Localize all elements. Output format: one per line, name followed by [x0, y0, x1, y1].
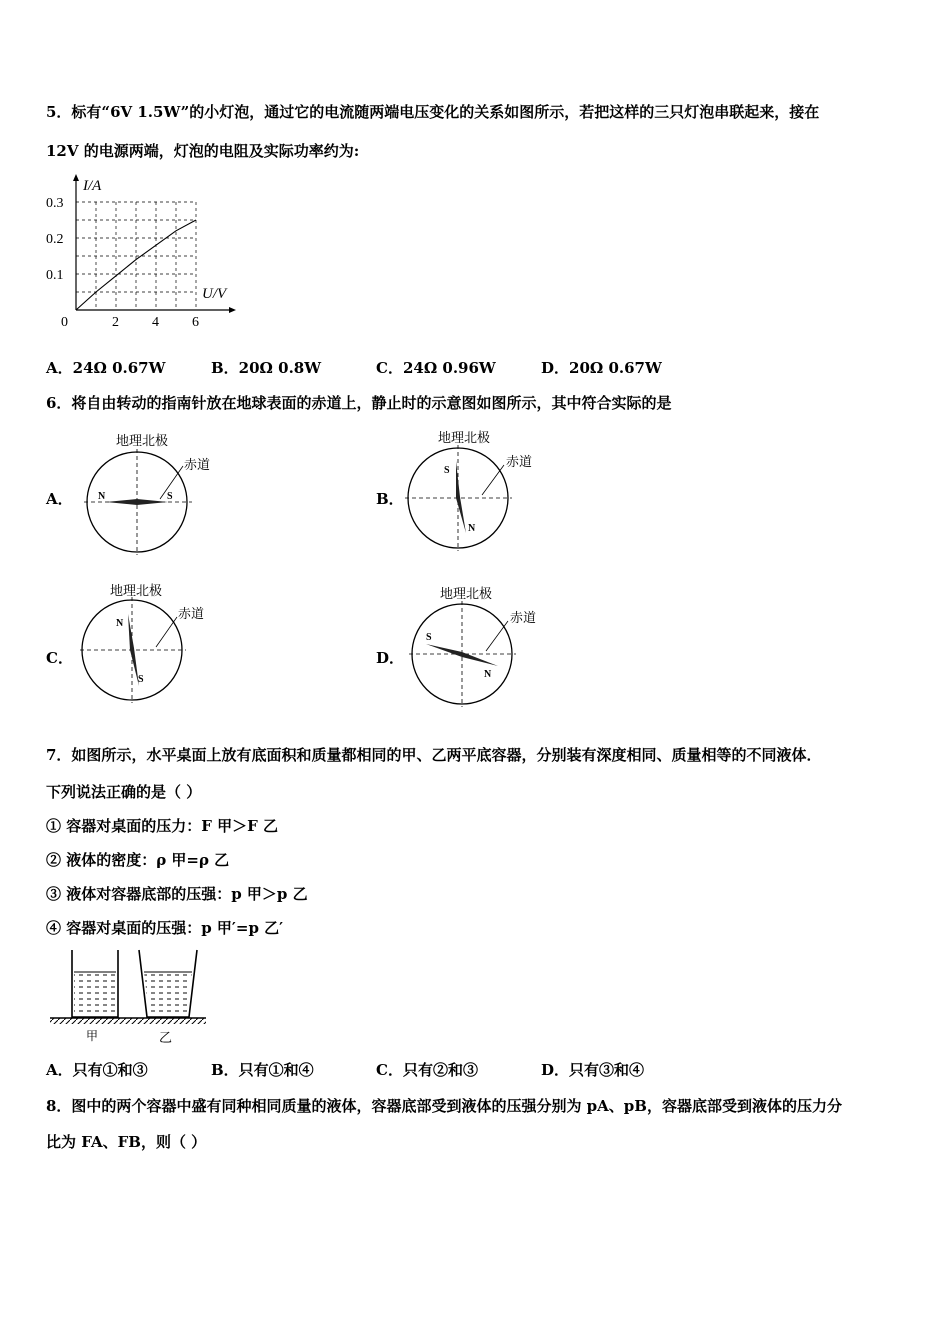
- north-pole-label: 地理北极: [438, 431, 491, 446]
- y-tick-label: 0.3: [46, 196, 64, 211]
- y-axis-label: I/A: [83, 178, 102, 194]
- container-yi-label: 乙: [159, 1031, 173, 1046]
- compass-c: [78, 580, 278, 720]
- q7-statement-3: ③ 液体对容器底部的压强：p 甲＞p 乙: [46, 885, 308, 903]
- q7-option-b[interactable]: B．只有①和④: [211, 1061, 314, 1079]
- x-axis-label: U/V: [202, 286, 227, 302]
- needle-s-label: S: [138, 674, 144, 685]
- q7-stem-line2: 下列说法正确的是（ ）: [46, 783, 202, 801]
- needle-n-label: N: [116, 618, 124, 629]
- q7-statement-1: ① 容器对桌面的压力：F 甲＞F 乙: [46, 817, 278, 835]
- q5-option-a[interactable]: A．24Ω 0.67W: [46, 359, 166, 377]
- q6-option-d[interactable]: D．: [376, 649, 405, 667]
- needle-n-label: N: [468, 523, 476, 534]
- q5-option-c[interactable]: C．24Ω 0.96W: [376, 359, 496, 377]
- needle-s-label: S: [426, 632, 432, 643]
- q5-stem-line2: 12V 的电源两端，灯泡的电阻及实际功率约为:: [46, 142, 360, 160]
- q8-stem-line2: 比为 FA、FB，则（ ）: [46, 1133, 207, 1151]
- x-axis-arrow: [229, 307, 236, 313]
- needle-n-label: N: [484, 669, 492, 680]
- q7-statement-4: ④ 容器对桌面的压强：p 甲′=p 乙′: [46, 919, 284, 937]
- y-axis-arrow: [73, 174, 79, 181]
- compass-needle: [106, 499, 168, 505]
- compass-needle: [456, 461, 466, 533]
- q7-option-d[interactable]: D．只有③和④: [541, 1061, 645, 1079]
- q7-statement-2: ② 液体的密度：ρ 甲=ρ 乙: [46, 851, 230, 869]
- y-tick-label: 0.2: [46, 232, 64, 247]
- q5-option-b[interactable]: B．20Ω 0.8W: [211, 359, 322, 377]
- equator-label: 赤道: [510, 611, 537, 626]
- q7-stem-line1: 7．如图所示，水平桌面上放有底面积和质量都相同的甲、乙两平底容器，分别装有深度相同、质量相等的不同液体．: [46, 746, 822, 764]
- y-tick-label: 0.1: [46, 268, 64, 283]
- compass-a: [80, 425, 280, 565]
- q7-option-a[interactable]: A．只有①和③: [46, 1061, 148, 1079]
- q6-option-a[interactable]: A．: [46, 490, 73, 508]
- iu-chart: [42, 170, 242, 330]
- compass-needle: [426, 644, 498, 666]
- compass-b: [400, 425, 600, 565]
- containers-figure: [46, 948, 216, 1048]
- q6-option-c[interactable]: C．: [46, 649, 73, 667]
- q6-stem: 6．将自由转动的指南针放在地球表面的赤道上，静止时的示意图如图所示，其中符合实际的是: [46, 394, 672, 412]
- q7-option-c[interactable]: C．只有②和③: [376, 1061, 478, 1079]
- equator-label: 赤道: [178, 607, 205, 622]
- north-pole-label: 地理北极: [116, 434, 169, 449]
- x-tick-label: 6: [192, 315, 199, 330]
- origin-label: 0: [61, 315, 68, 330]
- x-tick-label: 2: [112, 315, 119, 330]
- compass-d: [400, 580, 600, 720]
- needle-s-label: S: [444, 465, 450, 476]
- q5-stem-line1: 5．标有“6V 1.5W”的小灯泡，通过它的电流随两端电压变化的关系如图所示，若把这样的三只灯泡串联起来，接在: [46, 103, 820, 121]
- needle-s-label: S: [167, 491, 173, 502]
- q8-stem-line1: 8．图中的两个容器中盛有同种相同质量的液体，容器底部受到液体的压强分别为 pA、pB，容器底部受到液体的压力分: [46, 1097, 842, 1115]
- q5-option-d[interactable]: D．20Ω 0.67W: [541, 359, 662, 377]
- container-jia-label: 甲: [86, 1029, 99, 1043]
- equator-label: 赤道: [506, 455, 533, 470]
- north-pole-label: 地理北极: [110, 584, 163, 599]
- x-tick-label: 4: [152, 315, 159, 330]
- equator-label: 赤道: [184, 458, 211, 473]
- needle-n-label: N: [98, 491, 106, 502]
- north-pole-label: 地理北极: [440, 587, 493, 602]
- q6-option-b[interactable]: B．: [376, 490, 404, 508]
